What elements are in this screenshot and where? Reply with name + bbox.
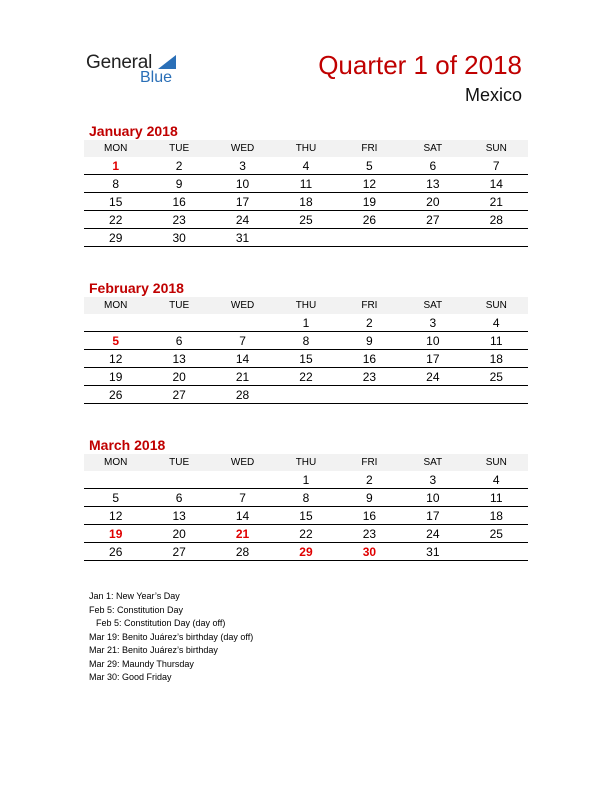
month-title: March 2018 [89,437,166,453]
day-cell: 18 [465,350,528,368]
day-cell: 19 [84,368,147,386]
day-cell: 15 [274,507,337,525]
day-cell: 24 [401,368,464,386]
weekday-header: FRI [338,454,401,471]
weekday-header: WED [211,140,274,157]
day-cell: 20 [147,525,210,543]
day-cell [84,471,147,489]
day-cell: 5 [84,489,147,507]
day-cell: 31 [211,229,274,247]
day-cell: 29 [84,229,147,247]
day-cell: 13 [147,507,210,525]
day-cell: 14 [211,507,274,525]
day-cell: 16 [147,193,210,211]
day-cell: 23 [338,368,401,386]
week-row [84,211,528,229]
day-cell: 21 [465,193,528,211]
holiday-note: Jan 1: New Year’s Day [89,591,180,601]
day-cell [211,471,274,489]
day-cell: 22 [84,211,147,229]
week-row [84,368,528,386]
day-cell [401,229,464,247]
day-cell: 25 [465,368,528,386]
weekday-header: FRI [338,297,401,314]
day-cell: 16 [338,350,401,368]
weekday-header: THU [274,297,337,314]
day-cell: 26 [84,386,147,404]
day-cell: 1 [274,314,337,332]
day-cell: 9 [147,175,210,193]
weekday-header: MON [84,297,147,314]
holiday-day-cell: 1 [84,157,147,175]
weekday-header-row [84,297,528,314]
day-cell: 4 [465,471,528,489]
month-grid [84,454,528,561]
day-cell: 2 [147,157,210,175]
day-cell: 25 [465,525,528,543]
holiday-note: Feb 5: Constitution Day [89,604,184,615]
weekday-header: SUN [465,297,528,314]
day-cell: 25 [274,211,337,229]
holiday-note: Mar 19: Benito Juárez’s birthday (day off) [89,631,254,642]
week-row [84,386,528,404]
holiday-list [89,590,253,685]
month-calendar-march [84,436,528,561]
day-cell: 28 [211,543,274,561]
week-row [84,471,528,489]
day-cell: 11 [274,175,337,193]
day-cell: 4 [465,314,528,332]
generalblue-logo [86,52,196,92]
day-cell [338,386,401,404]
week-row [84,489,528,507]
weekday-header: WED [211,297,274,314]
page-title: Quarter 1 of 2018 [318,50,522,80]
day-cell: 17 [211,193,274,211]
day-cell: 8 [84,175,147,193]
week-row [84,229,528,247]
day-cell [147,471,210,489]
weekday-header: TUE [147,454,210,471]
day-cell: 16 [338,507,401,525]
day-cell: 10 [211,175,274,193]
week-row [84,332,528,350]
day-cell: 4 [274,157,337,175]
month-grid [84,140,528,247]
day-cell: 19 [338,193,401,211]
holiday-day-cell: 30 [338,543,401,561]
day-cell: 14 [465,175,528,193]
day-cell: 14 [211,350,274,368]
day-cell: 9 [338,332,401,350]
logo-triangle-icon [158,55,176,69]
week-row [84,175,528,193]
month-calendar-january [84,122,528,247]
day-cell: 3 [211,157,274,175]
day-cell: 26 [338,211,401,229]
day-cell: 7 [211,489,274,507]
day-cell: 11 [465,332,528,350]
day-cell [465,386,528,404]
day-cell: 18 [274,193,337,211]
day-cell: 2 [338,471,401,489]
weekday-header: TUE [147,297,210,314]
month-title: January 2018 [89,123,178,139]
holiday-note: Mar 21: Benito Juárez’s birthday [89,645,218,655]
day-cell [338,229,401,247]
holiday-day-cell: 29 [274,543,337,561]
weekday-header-row [84,140,528,157]
day-cell: 22 [274,525,337,543]
day-cell: 15 [274,350,337,368]
day-cell: 15 [84,193,147,211]
month-title: February 2018 [89,280,184,296]
day-cell: 30 [147,229,210,247]
weekday-header: SAT [401,140,464,157]
day-cell: 20 [147,368,210,386]
day-cell: 10 [401,332,464,350]
day-cell: 6 [147,332,210,350]
weekday-header-row [84,454,528,471]
day-cell [465,543,528,561]
day-cell: 11 [465,489,528,507]
day-cell: 13 [147,350,210,368]
day-cell: 22 [274,368,337,386]
day-cell: 31 [401,543,464,561]
logo-text-general: General [86,52,153,73]
holiday-day-cell: 21 [211,525,274,543]
day-cell: 9 [338,489,401,507]
weekday-header: MON [84,454,147,471]
day-cell: 8 [274,332,337,350]
day-cell: 24 [211,211,274,229]
day-cell: 3 [401,471,464,489]
day-cell: 28 [465,211,528,229]
country-name: Mexico [464,85,522,105]
day-cell: 18 [465,507,528,525]
week-row [84,157,528,175]
day-cell: 26 [84,543,147,561]
holiday-day-cell: 5 [84,332,147,350]
day-cell [274,229,337,247]
holiday-note: Mar 30: Good Friday [89,672,172,682]
day-cell: 13 [401,175,464,193]
week-row [84,525,528,543]
day-cell [465,229,528,247]
day-cell: 2 [338,314,401,332]
weekday-header: TUE [147,140,210,157]
day-cell: 7 [465,157,528,175]
holiday-day-cell: 19 [84,525,147,543]
month-grid [84,297,528,404]
day-cell: 5 [338,157,401,175]
day-cell [147,314,210,332]
day-cell: 23 [338,525,401,543]
day-cell: 12 [84,507,147,525]
day-cell: 12 [338,175,401,193]
day-cell [211,314,274,332]
day-cell: 27 [401,211,464,229]
weekday-header: THU [274,454,337,471]
day-cell: 17 [401,350,464,368]
week-row [84,193,528,211]
day-cell: 6 [147,489,210,507]
holiday-note: Mar 29: Maundy Thursday [89,658,194,669]
weekday-header: FRI [338,140,401,157]
week-row [84,350,528,368]
day-cell: 3 [401,314,464,332]
logo-text-blue: Blue [140,69,173,86]
day-cell [84,314,147,332]
weekday-header: SUN [465,454,528,471]
day-cell: 27 [147,386,210,404]
week-row [84,507,528,525]
week-row [84,543,528,561]
day-cell: 7 [211,332,274,350]
weekday-header: SUN [465,140,528,157]
day-cell: 8 [274,489,337,507]
day-cell: 23 [147,211,210,229]
day-cell: 17 [401,507,464,525]
weekday-header: THU [274,140,337,157]
day-cell: 1 [274,471,337,489]
day-cell [274,386,337,404]
month-calendar-february [84,279,528,404]
day-cell [401,386,464,404]
weekday-header: SAT [401,454,464,471]
day-cell: 21 [211,368,274,386]
day-cell: 6 [401,157,464,175]
weekday-header: SAT [401,297,464,314]
week-row [84,314,528,332]
day-cell: 20 [401,193,464,211]
day-cell: 27 [147,543,210,561]
day-cell: 12 [84,350,147,368]
day-cell: 28 [211,386,274,404]
day-cell: 10 [401,489,464,507]
holiday-note: Feb 5: Constitution Day (day off) [96,618,226,628]
day-cell: 24 [401,525,464,543]
weekday-header: WED [211,454,274,471]
weekday-header: MON [84,140,147,157]
